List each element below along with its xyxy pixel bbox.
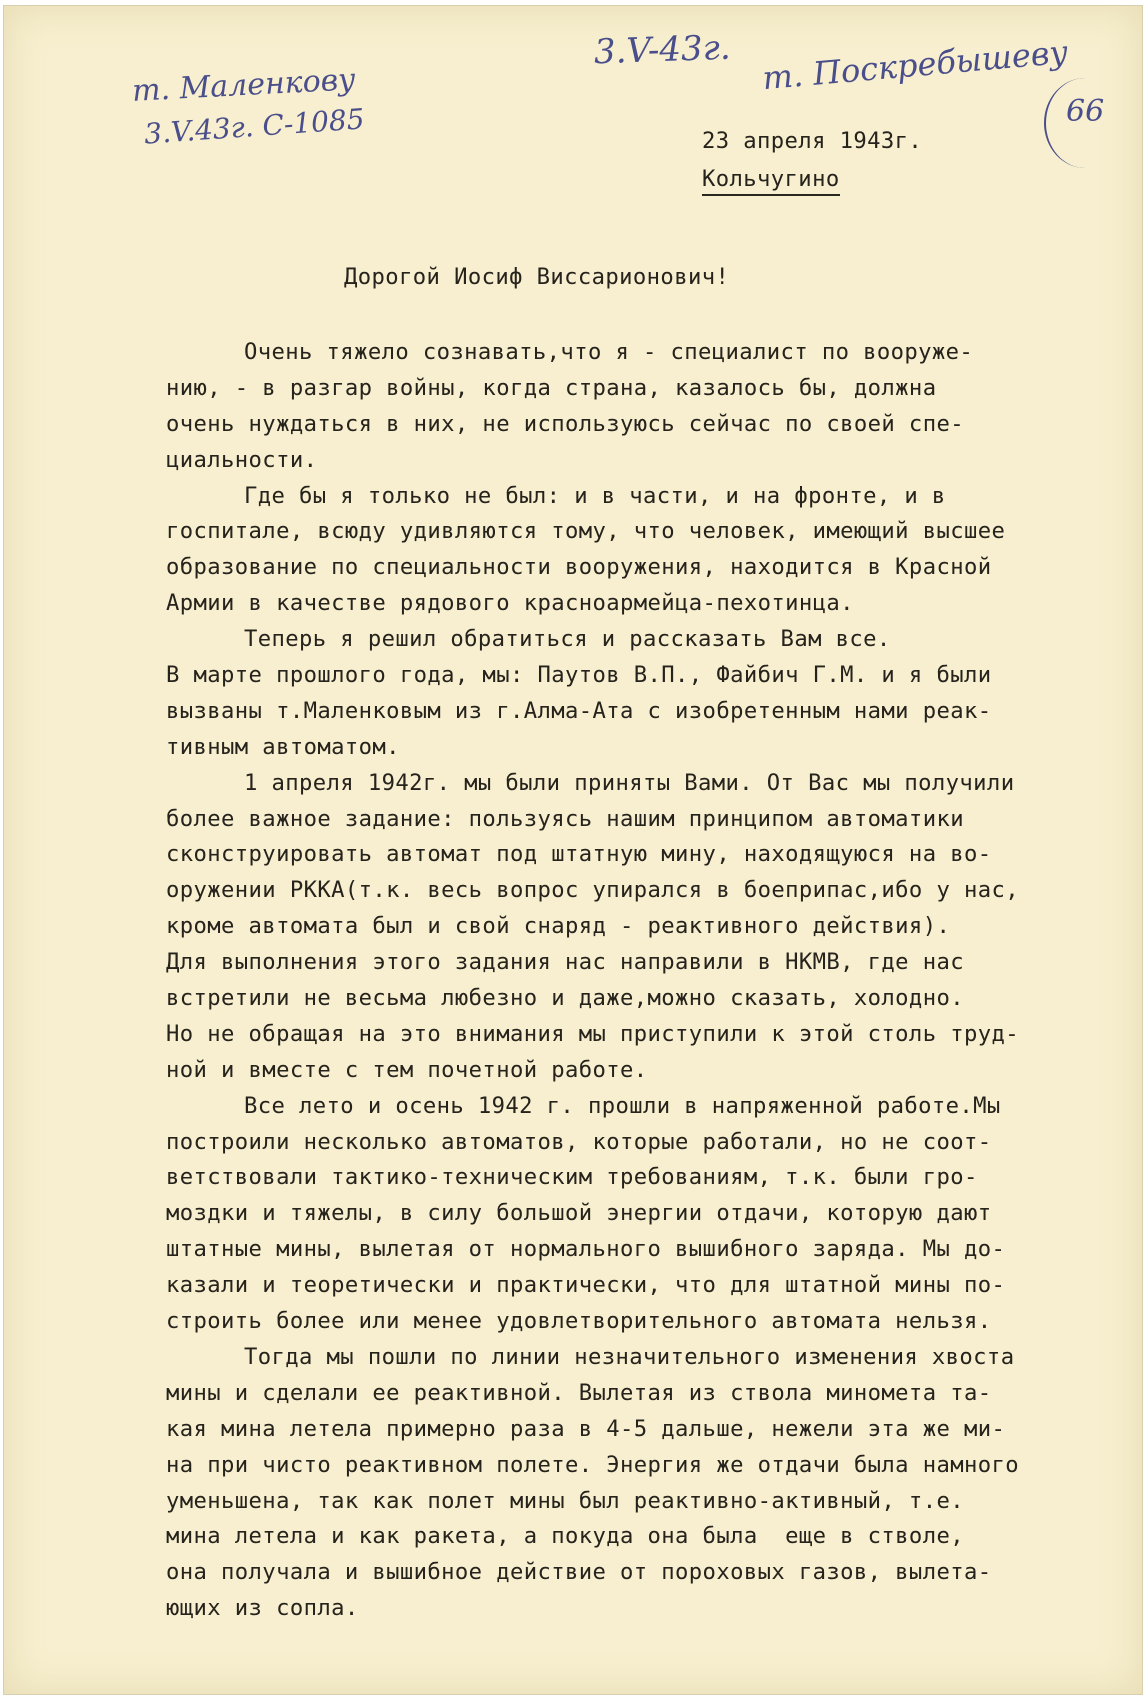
body-line: кроме автомата был и свой снаряд - реактивного действия). bbox=[166, 913, 951, 940]
body-line: Все лето и осень 1942 г. прошли в напряженной работе.Мы bbox=[244, 1092, 1001, 1119]
handwritten-date: 3.V-43г. bbox=[593, 27, 732, 73]
body-line: Армии в качестве рядового красноармейца-пехотинца. bbox=[166, 590, 854, 617]
body-line: оружении РККА(т.к. весь вопрос упирался в боеприпас,ибо у нас, bbox=[166, 877, 1019, 904]
body-line: 1 апреля 1942г. мы были приняты Вами. От Вас мы получили bbox=[244, 769, 1015, 796]
body-line: Очень тяжело сознавать,что я - специалист по вооруже- bbox=[244, 339, 974, 365]
letter-date: 23 апреля 1943г. bbox=[702, 128, 923, 154]
page-number: 66 bbox=[1066, 94, 1105, 129]
body-line: уменьшена, так как полет мины был реактивно-активный, т.е. bbox=[166, 1487, 964, 1514]
body-line: встретили не весьма любезно и даже,можно сказать, холодно. bbox=[166, 985, 964, 1012]
body-line: казали и теоретически и практически, что для штатной мины по- bbox=[166, 1272, 1006, 1299]
body-line: она получала и вышибное действие от пороховых газов, вылета- bbox=[166, 1559, 992, 1586]
letter-place bbox=[702, 166, 840, 192]
body-line: В марте прошлого года, мы: Паутов В.П., Файбич Г.М. и я были bbox=[166, 662, 992, 689]
body-line: кая мина летела примерно раза в 4-5 дальше, нежели эта же ми- bbox=[166, 1415, 1006, 1442]
body-line: нию, - в разгар войны, когда страна, казалось бы, должна bbox=[166, 374, 937, 401]
body-line: мины и сделали ее реактивной. Вылетая из ствола миномета та- bbox=[166, 1379, 992, 1406]
handwritten-reference: 3.V.43г. С-1085 bbox=[143, 102, 366, 151]
body-line: ющих из сопла. bbox=[166, 1595, 359, 1622]
handwritten-addressee: т. Маленкову bbox=[131, 62, 357, 109]
body-line: мина летела и как ракета, а покуда она была еще в стволе, bbox=[166, 1523, 964, 1550]
body-line: более важное задание: пользуясь нашим принципом автоматики bbox=[166, 805, 964, 832]
body-line: тивным автоматом. bbox=[166, 733, 400, 760]
body-line: строить более или менее удовлетворительного автомата нельзя. bbox=[166, 1308, 992, 1335]
body-line: очень нуждаться в них, не используюсь сейчас по своей спе- bbox=[166, 410, 964, 437]
body-line: на при чисто реактивном полете. Энергия же отдачи была намного bbox=[166, 1451, 1019, 1478]
body-line: вызваны т.Маленковым из г.Алма-Ата с изобретенным нами реак- bbox=[166, 697, 992, 724]
document-page bbox=[4, 6, 1142, 1694]
body-line: Теперь я решил обратиться и рассказать Вам все. bbox=[244, 626, 891, 653]
letter-place-text: Кольчугино bbox=[702, 166, 840, 196]
body-line: моздки и тяжелы, в силу большой энергии отдачи, которую дают bbox=[166, 1200, 992, 1227]
body-line: Для выполнения этого задания нас направили в НКМВ, где нас bbox=[166, 949, 964, 976]
body-line: Где бы я только не был: и в части, и на фронте, и в bbox=[244, 482, 946, 509]
body-line: циальности. bbox=[166, 446, 318, 473]
body-line: ной и вместе с тем почетной работе. bbox=[166, 1056, 648, 1083]
body-line: Тогда мы пошли по линии незначительного изменения хвоста bbox=[244, 1343, 1015, 1370]
body-line: ветствовали тактико-техническим требованиям, т.к. были гро- bbox=[166, 1164, 978, 1191]
body-line: сконструировать автомат под штатную мину, находящуюся на во- bbox=[166, 841, 992, 868]
body-line: госпитале, всюду удивляются тому, что человек, имеющий высшее bbox=[166, 518, 1006, 545]
salutation: Дорогой Иосиф Виссарионович! bbox=[344, 264, 730, 290]
body-line: построили несколько автоматов, которые работали, но не соот- bbox=[166, 1128, 992, 1155]
handwritten-name: т. Поскребышеву bbox=[760, 32, 1070, 98]
body-line: образование по специальности вооружения, находится в Красной bbox=[166, 554, 992, 581]
body-line: штатные мины, вылетая от нормального вышибного заряда. Мы до- bbox=[166, 1236, 1006, 1263]
body-line: Но не обращая на это внимания мы приступили к этой столь труд- bbox=[166, 1020, 1019, 1047]
letter-body bbox=[166, 335, 1146, 1627]
